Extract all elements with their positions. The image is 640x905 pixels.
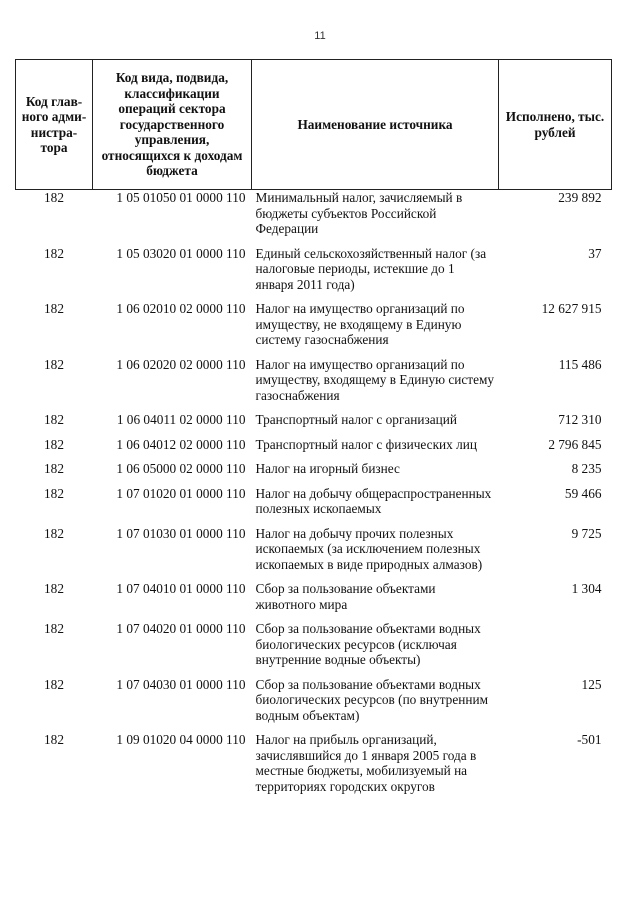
row-executed-amount: 2 796 845 [548, 436, 602, 452]
row-classification-code: 1 06 02010 02 0000 110 [116, 301, 246, 316]
table-row [16, 437, 612, 462]
row-source-name: Налог на имущество организаций по имуществу, входящему в Единую систему газоснабжения [255, 356, 495, 403]
row-source-name: Налог на добычу общераспространенных полезных ископаемых [255, 485, 492, 516]
table-row [16, 732, 612, 803]
row-source-name: Налог на имущество организаций по имуществу, не входящему в Единую систему газоснабжения [255, 301, 465, 347]
table-body [16, 190, 612, 804]
row-executed-amount: 37 [588, 245, 602, 261]
row-source-name: Транспортный налог с организаций [255, 412, 458, 427]
header-admin-code: Код глав-ного адми-нистра-тора [16, 60, 93, 190]
table-row [16, 677, 612, 733]
table-row [16, 581, 612, 621]
row-source-name: Налог на добычу прочих полезных ископаемых (за исключением полезных ископаемых в виде природных алмазов) [255, 525, 483, 572]
row-admin-code: 182 [44, 301, 64, 316]
revenue-table [15, 59, 612, 803]
table-row [16, 486, 612, 526]
row-executed-amount: 712 310 [558, 412, 602, 427]
row-executed-amount [499, 621, 612, 677]
table-row [16, 412, 612, 437]
row-executed-amount: 239 892 [558, 190, 602, 205]
table-header-row [16, 60, 612, 190]
table-row [16, 621, 612, 677]
row-admin-code: 182 [44, 461, 64, 476]
row-source-name: Сбор за пользование объектами водных биологических ресурсов (по внутренним водным объектам) [255, 676, 488, 723]
row-classification-code: 1 06 04011 02 0000 110 [116, 412, 246, 427]
table-row [16, 301, 612, 357]
revenue-table-container [15, 59, 611, 803]
row-classification-code: 1 07 01020 01 0000 110 [116, 485, 246, 501]
table-row [16, 190, 612, 246]
table-row [16, 461, 612, 486]
row-executed-amount: 1 304 [571, 581, 602, 596]
header-executed-amount: Исполнено, тыс. рублей [499, 60, 612, 190]
table-row [16, 357, 612, 413]
row-source-name: Транспортный налог с физических лиц [255, 436, 477, 452]
row-classification-code: 1 07 01030 01 0000 110 [116, 525, 246, 541]
page-number: 11 [314, 30, 326, 42]
row-admin-code: 182 [44, 581, 64, 596]
row-classification-code: 1 06 05000 02 0000 110 [116, 461, 246, 476]
row-classification-code: 1 05 01050 01 0000 110 [116, 190, 246, 205]
row-source-name: Минимальный налог, зачисляемый в бюджеты субъектов Российской Федерации [255, 190, 463, 236]
row-source-name: Сбор за пользование объектами животного мира [255, 581, 436, 612]
header-source-name: Наименование источника [252, 60, 499, 190]
row-executed-amount: 115 486 [558, 356, 602, 372]
row-executed-amount: 125 [581, 676, 602, 692]
row-admin-code: 182 [44, 621, 64, 636]
row-source-name: Единый сельскохозяйственный налог (за налоговые периоды, истекшие до 1 января 2011 года) [255, 245, 487, 292]
row-executed-amount: 8 235 [571, 461, 602, 476]
row-classification-code: 1 07 04010 01 0000 110 [116, 581, 246, 596]
row-admin-code: 182 [44, 525, 64, 541]
row-source-name: Налог на игорный бизнес [255, 461, 400, 476]
row-classification-code: 1 05 03020 01 0000 110 [116, 245, 246, 261]
row-classification-code: 1 07 04020 01 0000 110 [116, 621, 246, 636]
row-admin-code: 182 [44, 676, 64, 692]
row-executed-amount: 12 627 915 [541, 301, 602, 316]
row-classification-code: 1 09 01020 04 0000 110 [116, 732, 246, 747]
row-classification-code: 1 07 04030 01 0000 110 [116, 676, 246, 692]
row-admin-code: 182 [44, 356, 64, 372]
row-source-name: Налог на прибыль организаций, зачислявшийся до 1 января 2005 года в местные бюджеты, мобилизуемый на территориях городских округов [255, 732, 477, 794]
row-classification-code: 1 06 02020 02 0000 110 [116, 356, 246, 372]
row-executed-amount: 9 725 [571, 525, 602, 541]
row-executed-amount: 59 466 [564, 485, 602, 501]
row-admin-code: 182 [44, 245, 64, 261]
row-classification-code: 1 06 04012 02 0000 110 [116, 436, 246, 452]
row-source-name: Сбор за пользование объектами водных биологических ресурсов (исключая внутренние водные объекты) [255, 621, 481, 667]
table-row [16, 246, 612, 302]
table-row [16, 526, 612, 582]
row-admin-code: 182 [44, 436, 64, 452]
row-admin-code: 182 [44, 412, 64, 427]
row-executed-amount: -501 [577, 732, 602, 747]
row-admin-code: 182 [44, 485, 64, 501]
row-admin-code: 182 [44, 732, 64, 747]
header-classification-code: Код вида, подвида, классификации операций сектора государственного управления, относящихся к доходам бюджета [93, 60, 252, 190]
row-admin-code: 182 [44, 190, 64, 205]
